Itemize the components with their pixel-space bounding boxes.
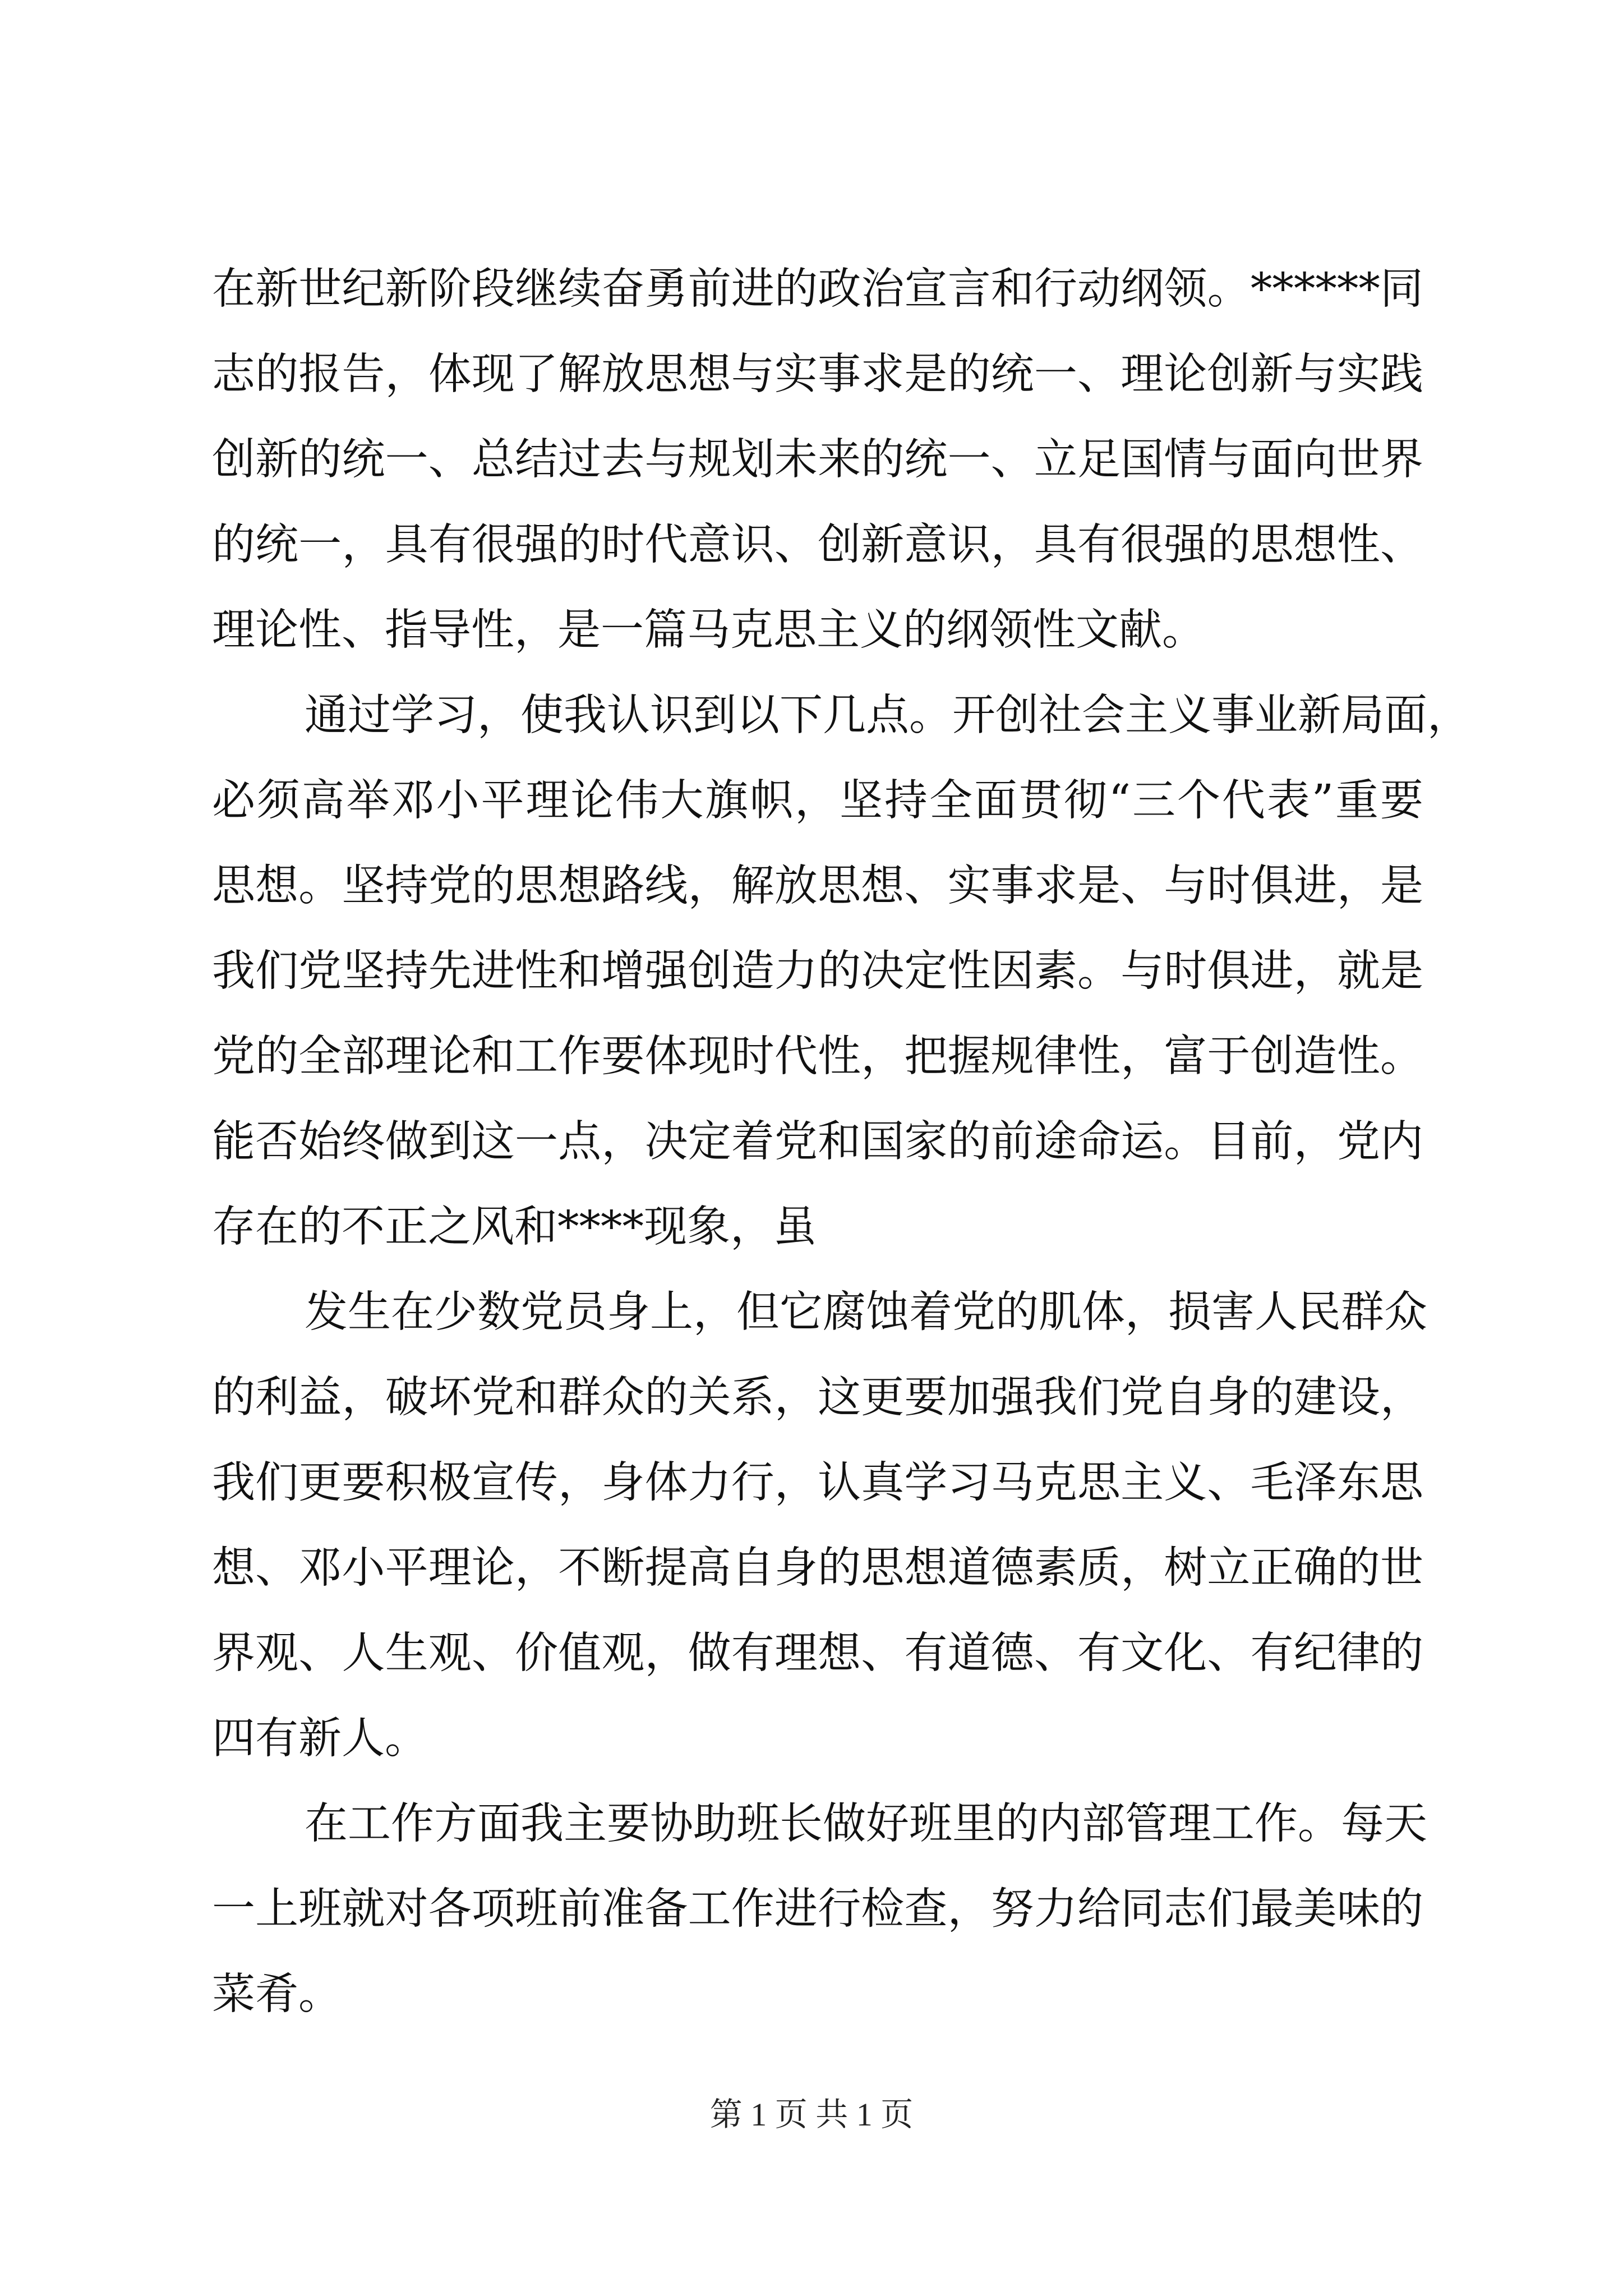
text-line: 在新世纪新阶段继续奋勇前进的政治宣言和行动纲领。******同 [212,264,1423,314]
text-line: 能否始终做到这一点，决定着党和国家的前途命运。目前，党内 [212,1117,1423,1167]
text-line: 四有新人。 [212,1714,428,1764]
text-line: 的统一，具有很强的时代意识、创新意识，具有很强的思想性、 [212,520,1423,570]
text-line: 通过学习，使我认识到以下几点。开创社会主义事业新局面， [305,691,1470,740]
text-line: 菜肴。 [212,1970,342,2019]
text-line: 一上班就对各项班前准备工作进行检查，努力给同志们最美味的 [212,1884,1423,1934]
text-line: 创新的统一、总结过去与规划未来的统一、立足国情与面向世界 [212,435,1423,485]
paragraph [212,673,1470,1270]
page-number-label: 第 1 页 共 1 页 [709,2096,914,2133]
paragraph [212,247,1423,673]
text-line: 界观、人生观、价值观，做有理想、有道德、有文化、有纪律的 [212,1628,1423,1678]
text-line: 我们党坚持先进性和增强创造力的决定性因素。与时俱进，就是 [212,946,1423,996]
paragraph [212,1270,1427,1782]
text-line: 理论性、指导性，是一篇马克思主义的纲领性文献。 [212,605,1205,655]
text-line: 党的全部理论和工作要体现时代性，把握规律性，富于创造性。 [212,1032,1423,1082]
text-line: 志的报告，体现了解放思想与实事求是的统一、理论创新与实践 [212,349,1423,399]
paragraph [212,1782,1427,2037]
text-line: 必须高举邓小平理论伟大旗帜，坚持全面贯彻“三个代表”重要 [212,776,1423,826]
text-line: 在工作方面我主要协助班长做好班里的内部管理工作。每天 [305,1799,1427,1849]
text-line: 存在的不正之风和****现象，虽 [212,1202,817,1252]
document-body [212,247,1470,2037]
text-line: 想、邓小平理论，不断提高自身的思想道德素质，树立正确的世 [212,1543,1423,1593]
text-line: 我们更要积极宣传，身体力行，认真学习马克思主义、毛泽东思 [212,1458,1423,1508]
page-footer [0,2092,1623,2137]
text-line: 的利益，破坏党和群众的关系，这更要加强我们党自身的建设， [212,1373,1423,1423]
text-line: 思想。坚持党的思想路线，解放思想、实事求是、与时俱进，是 [212,861,1423,911]
text-line: 发生在少数党员身上，但它腐蚀着党的肌体，损害人民群众 [305,1287,1427,1337]
